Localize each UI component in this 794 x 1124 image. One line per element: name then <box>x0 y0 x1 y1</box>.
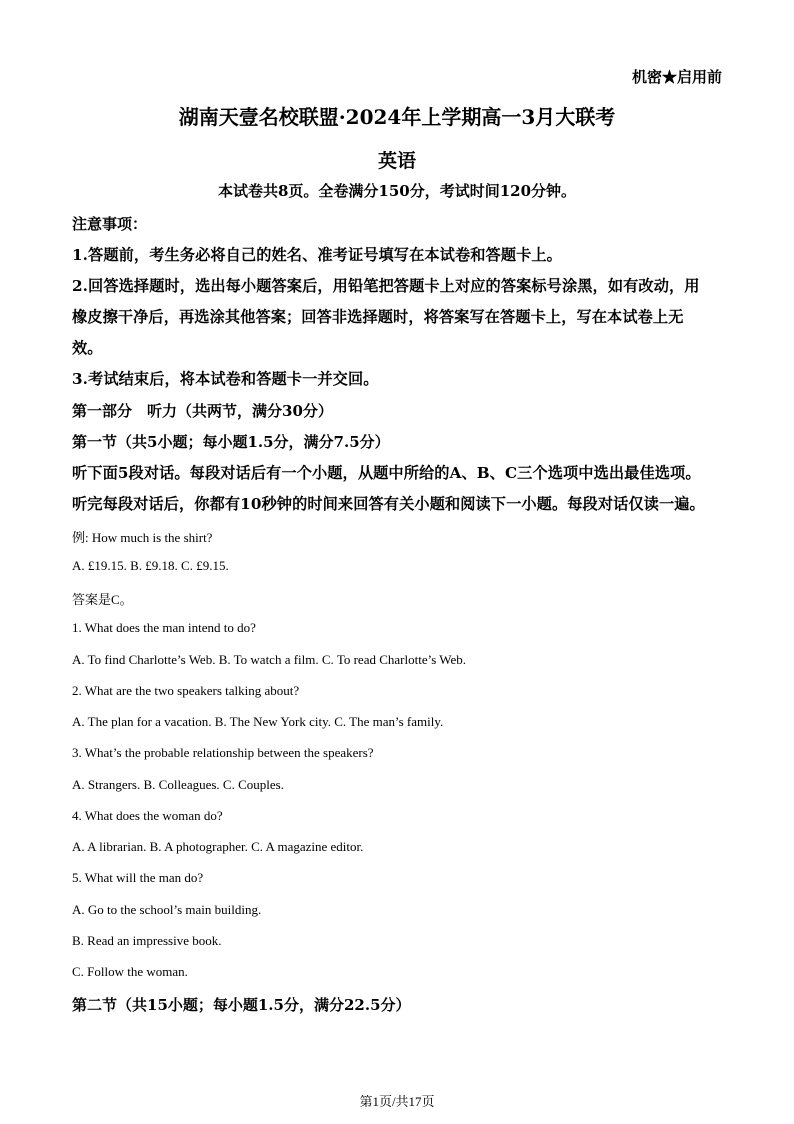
example-question: 例: How much is the shirt? <box>72 530 213 545</box>
question-5-option-c: C. Follow the woman. <box>72 964 188 979</box>
example-options: A. £19.15. B. £9.18. C. £9.15. <box>72 558 229 573</box>
question-5: 5. What will the man do? <box>72 870 204 885</box>
question-4-options: A. A librarian. B. A photographer. C. A magazine editor. <box>72 839 364 854</box>
example-answer: 答案是C。 <box>72 592 133 607</box>
note-item-2-line-3: 效。 <box>72 339 103 357</box>
instruction-line-2: 听完每段对话后，你都有10秒钟的时间来回答有关小题和阅读下一小题。每段对话仅读一遍。 <box>72 495 705 513</box>
note-item-2-line-1: 2.回答选择题时，选出每小题答案后，用铅笔把答题卡上对应的答案标号涂黑，如有改动，用 <box>72 277 700 295</box>
question-3-options: A. Strangers. B. Colleagues. C. Couples. <box>72 777 284 792</box>
question-4: 4. What does the woman do? <box>72 808 223 823</box>
exam-meta: 本试卷共8页。全卷满分150分，考试时间120分钟。 <box>217 182 577 200</box>
question-1: 1. What does the man intend to do? <box>72 620 256 635</box>
question-2: 2. What are the two speakers talking about? <box>72 683 300 698</box>
section-2-heading: 第二节（共15小题；每小题1.5分，满分22.5分） <box>72 996 411 1014</box>
exam-title: 湖南天壹名校联盟·2024年上学期高一3月大联考 <box>178 105 616 129</box>
part-1-heading: 第一部分 听力（共两节，满分30分） <box>72 402 333 420</box>
note-item-2-line-2: 橡皮擦干净后，再选涂其他答案；回答非选择题时，将答案写在答题卡上，写在本试卷上无 <box>72 308 684 326</box>
question-5-option-a: A. Go to the school’s main building. <box>72 902 262 917</box>
subject-title: 英语 <box>377 150 416 172</box>
question-2-options: A. The plan for a vacation. B. The New York city. C. The man’s family. <box>72 714 444 729</box>
question-1-options: A. To find Charlotte’s Web. B. To watch a film. C. To read Charlotte’s Web. <box>72 652 467 667</box>
confidential-label: 机密★启用前 <box>631 68 722 86</box>
page-number: 第1页/共17页 <box>359 1094 435 1109</box>
instruction-line-1: 听下面5段对话。每段对话后有一个小题，从题中所给的A、B、C三个选项中选出最佳选项。 <box>72 464 701 482</box>
question-3: 3. What’s the probable relationship between the speakers? <box>72 745 374 760</box>
question-5-option-b: B. Read an impressive book. <box>72 933 222 948</box>
notes-heading: 注意事项： <box>72 215 148 233</box>
note-item-3: 3.考试结束后，将本试卷和答题卡一并交回。 <box>72 370 379 388</box>
section-1-heading: 第一节（共5小题；每小题1.5分，满分7.5分） <box>72 433 390 451</box>
note-item-1: 1.答题前，考生务必将自己的姓名、准考证号填写在本试卷和答题卡上。 <box>72 246 562 264</box>
